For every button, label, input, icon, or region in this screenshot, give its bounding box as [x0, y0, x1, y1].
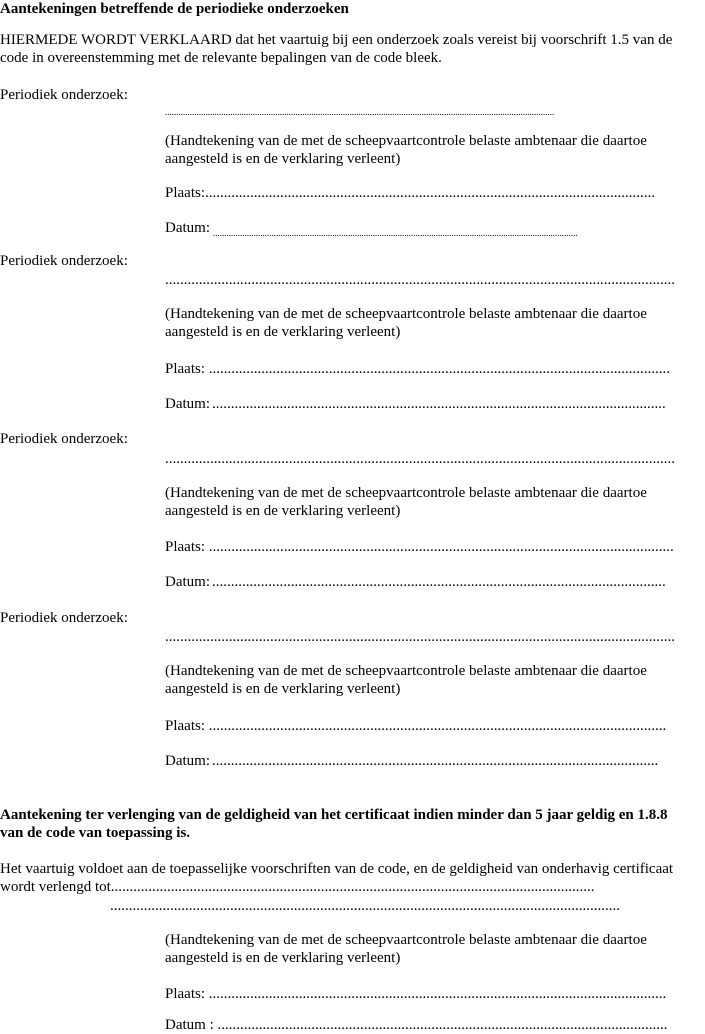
- signature-note-line-2: aangesteld is en de verklaring verleent): [165, 151, 401, 167]
- signature-note-line-1: (Handtekening van de met de scheepvaartcontrole belaste ambtenaar die daartoe: [165, 932, 647, 948]
- date-line[interactable]: ..................................................................................................................................................................: [213, 228, 578, 238]
- block-label: Periodiek onderzoek:: [0, 610, 128, 626]
- place-line[interactable]: Plaats: ...........................................................................................................................: [165, 361, 670, 377]
- extension-heading-line-1: Aantekening ter verlenging van de geldigheid van het certificaat indien minder dan 5 jaar geldig en 1.8.8: [0, 807, 668, 823]
- date-line[interactable]: .........................................................................................................................: [212, 396, 666, 412]
- signature-line[interactable]: .............................................................................................................................................................................: [165, 107, 555, 117]
- date-label: Datum:: [165, 574, 210, 590]
- place-line[interactable]: Plaats: ..........................................................................................................................: [165, 986, 667, 1002]
- place-line[interactable]: Plaats: ..........................................................................................................................: [165, 718, 667, 734]
- extension-heading-line-2: van de code van toepassing is.: [0, 825, 191, 841]
- extension-text-line-1: Het vaartuig voldoet aan de toepasselijke voorschriften van de code, en de geldigheid van onderhavig certificaat: [0, 861, 674, 877]
- signature-line[interactable]: ........................................................................................................................................: [110, 898, 620, 914]
- signature-note-line-1: (Handtekening van de met de scheepvaartcontrole belaste ambtenaar die daartoe: [165, 485, 647, 501]
- intro-line-2: code in overeenstemming met de relevante bepalingen van de code bleek.: [0, 50, 442, 66]
- extension-valid-until-line[interactable]: wordt verlengd tot.................................................................................................................................: [0, 879, 595, 895]
- signature-note-line-2: aangesteld is en de verklaring verleent): [165, 681, 401, 697]
- signature-line[interactable]: ........................................................................................................................................: [165, 272, 675, 288]
- block-label: Periodiek onderzoek:: [0, 87, 128, 103]
- block-label: Periodiek onderzoek:: [0, 253, 128, 269]
- signature-note-line-1: (Handtekening van de met de scheepvaartcontrole belaste ambtenaar die daartoe: [165, 306, 647, 322]
- signature-note-line-1: (Handtekening van de met de scheepvaartcontrole belaste ambtenaar die daartoe: [165, 133, 647, 149]
- date-label: Datum:: [165, 220, 210, 236]
- place-line[interactable]: Plaats: ............................................................................................................................: [165, 539, 674, 555]
- signature-note-line-1: (Handtekening van de met de scheepvaartcontrole belaste ambtenaar die daartoe: [165, 663, 647, 679]
- date-line[interactable]: .........................................................................................................................: [212, 574, 666, 590]
- signature-line[interactable]: ........................................................................................................................................: [165, 451, 675, 467]
- block-label: Periodiek onderzoek:: [0, 431, 128, 447]
- signature-note-line-2: aangesteld is en de verklaring verleent): [165, 503, 401, 519]
- date-line[interactable]: Datum : ........................................................................................................................: [165, 1017, 668, 1033]
- signature-line[interactable]: ........................................................................................................................................: [165, 629, 675, 645]
- signature-note-line-2: aangesteld is en de verklaring verleent): [165, 950, 401, 966]
- signature-note-line-2: aangesteld is en de verklaring verleent): [165, 324, 401, 340]
- date-line[interactable]: .......................................................................................................................: [212, 753, 659, 769]
- date-label: Datum:: [165, 753, 210, 769]
- date-label: Datum:: [165, 396, 210, 412]
- heading: Aantekeningen betreffende de periodieke onderzoeken: [0, 1, 349, 17]
- intro-line-1: HIERMEDE WORDT VERKLAARD dat het vaartuig bij een onderzoek zoals vereist bij voorschrift 1.5 van de: [0, 32, 673, 48]
- place-line[interactable]: Plaats:........................................................................................................................: [165, 185, 655, 201]
